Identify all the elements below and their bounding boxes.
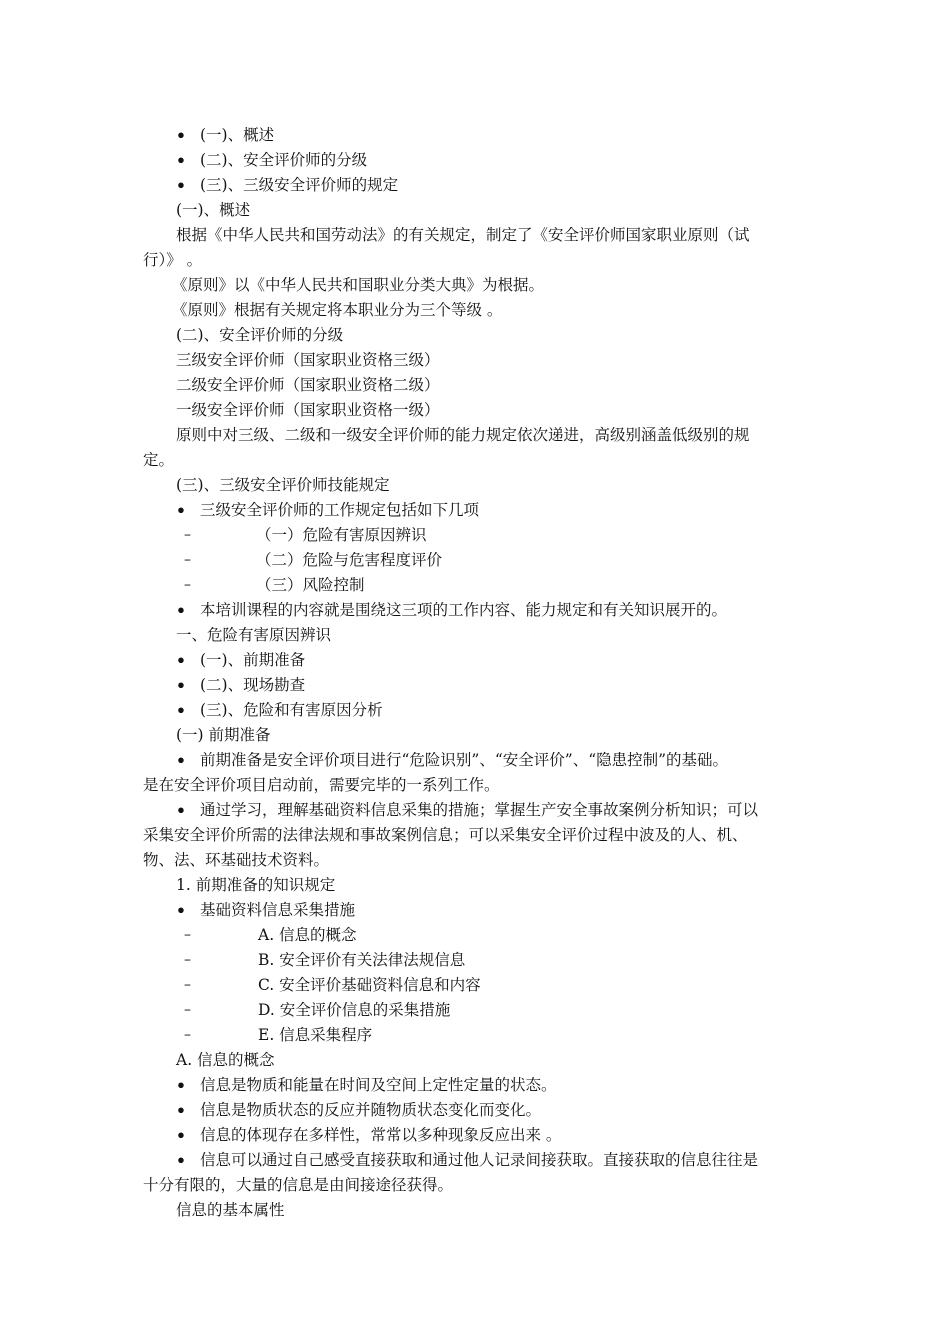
- paragraph-line: [0, 773, 950, 798]
- dash-text: （三）风险控制: [256, 576, 365, 594]
- bullet-item: [0, 748, 950, 773]
- section-heading: [0, 723, 950, 748]
- section-heading: [0, 198, 950, 223]
- bullet-text: (三)、危险和有害原因分析: [200, 701, 383, 719]
- paragraph-text: 一级安全评价师（国家职业资格一级）: [176, 401, 440, 419]
- paragraph-text: 二级安全评价师（国家职业资格二级）: [176, 376, 440, 394]
- dash-text: B. 安全评价有关法律法规信息: [258, 951, 466, 969]
- dash-text: E. 信息采集程序: [258, 1026, 373, 1044]
- chapter-heading: [0, 623, 950, 648]
- bullet-text: 信息的体现存在多样性，常常以多种现象反应出来 。: [200, 1126, 562, 1144]
- bullet-item: [0, 673, 950, 698]
- paragraph-line: [0, 423, 950, 448]
- dash-marker: –: [184, 952, 191, 968]
- bullet-item: [0, 798, 950, 823]
- bullet-marker: •: [176, 176, 186, 195]
- paragraph-line: [0, 248, 950, 273]
- bullet-item: [0, 1098, 950, 1123]
- bullet-item: [0, 698, 950, 723]
- bullet-item: [0, 598, 950, 623]
- dash-item: [0, 523, 950, 548]
- bullet-text: 本培训课程的内容就是围绕这三项的工作内容、能力规定和有关知识展开的。: [200, 601, 728, 619]
- section-heading-text: A. 信息的概念: [176, 1051, 275, 1069]
- bullet-marker: •: [176, 651, 186, 670]
- paragraph-line: [0, 1173, 950, 1198]
- bullet-marker: •: [176, 1076, 186, 1095]
- bullet-marker: •: [176, 1126, 186, 1145]
- paragraph-text: 《原则》根据有关规定将本职业分为三个等级 。: [172, 301, 503, 319]
- dash-item: [0, 948, 950, 973]
- dash-text: （二）危险与危害程度评价: [256, 551, 443, 569]
- paragraph-text: 根据《中华人民共和国劳动法》的有关规定，制定了《安全评价师国家职业原则（试: [176, 226, 750, 244]
- paragraph-line: [0, 348, 950, 373]
- paragraph-text: 定。: [143, 451, 175, 469]
- bullet-marker: •: [176, 676, 186, 695]
- paragraph-text: 是在安全评价项目启动前，需要完毕的一系列工作。: [143, 776, 500, 794]
- paragraph-text: 物、法、环基础技术资料。: [143, 851, 330, 869]
- section-heading: [0, 473, 950, 498]
- bullet-text: 信息是物质状态的反应并随物质状态变化而变化。: [200, 1101, 542, 1119]
- section-heading-text: (一) 前期准备: [176, 726, 271, 744]
- paragraph-text: 1. 前期准备的知识规定: [176, 876, 336, 894]
- dash-marker: –: [184, 527, 191, 543]
- bullet-text: (一)、前期准备: [200, 651, 306, 669]
- dash-item: [0, 548, 950, 573]
- bullet-text: 三级安全评价师的工作规定包括如下几项: [200, 501, 480, 519]
- bullet-text: 信息是物质和能量在时间及空间上定性定量的状态。: [200, 1076, 557, 1094]
- bullet-marker: •: [176, 751, 186, 770]
- paragraph-text: 十分有限的，大量的信息是由间接途径获得。: [143, 1176, 454, 1194]
- bullet-item: [0, 648, 950, 673]
- bullet-marker: •: [176, 1101, 186, 1120]
- paragraph-text: 采集安全评价所需的法律法规和事故案例信息；可以采集安全评价过程中波及的人、机、: [143, 826, 748, 844]
- dash-marker: –: [184, 552, 191, 568]
- paragraph-line: [0, 298, 950, 323]
- section-heading-text: (三)、三级安全评价师技能规定: [176, 476, 390, 494]
- dash-text: C. 安全评价基础资料信息和内容: [258, 976, 481, 994]
- bullet-marker: •: [176, 801, 186, 820]
- bullet-item: [0, 898, 950, 923]
- paragraph-line: [0, 448, 950, 473]
- bullet-marker: •: [176, 701, 186, 720]
- outline-text: (三)、三级安全评价师的规定: [200, 176, 399, 194]
- paragraph-line: [0, 823, 950, 848]
- paragraph-line: [0, 398, 950, 423]
- bullet-marker: •: [176, 901, 186, 920]
- dash-text: A. 信息的概念: [258, 926, 357, 944]
- dash-text: D. 安全评价信息的采集措施: [258, 1001, 451, 1019]
- section-heading: [0, 1048, 950, 1073]
- outline-item: [0, 173, 950, 198]
- outline-item: [0, 148, 950, 173]
- bullet-item: [0, 1148, 950, 1173]
- paragraph-text: 三级安全评价师（国家职业资格三级）: [176, 351, 440, 369]
- dash-marker: –: [184, 1027, 191, 1043]
- dash-item: [0, 1023, 950, 1048]
- bullet-text: 通过学习，理解基础资料信息采集的措施；掌握生产安全事故案例分析知识；可以: [200, 801, 759, 819]
- dash-item: [0, 973, 950, 998]
- bullet-text: 前期准备是安全评价项目进行“危险识别”、“安全评价”、“隐患控制”的基础。: [200, 751, 729, 769]
- bullet-text: 信息可以通过自己感受直接获取和通过他人记录间接获取。直接获取的信息往往是: [200, 1151, 759, 1169]
- outline-text: (一)、概述: [200, 126, 275, 144]
- outline-item: [0, 123, 950, 148]
- bullet-marker: •: [176, 501, 186, 520]
- paragraph-line: [0, 1198, 950, 1223]
- bullet-marker: •: [176, 601, 186, 620]
- paragraph-text: 《原则》以《中华人民共和国职业分类大典》为根据。: [172, 276, 545, 294]
- section-heading: [0, 323, 950, 348]
- bullet-text: 基础资料信息采集措施: [200, 901, 356, 919]
- chapter-heading-text: 一、危险有害原因辨识: [176, 626, 332, 644]
- paragraph-line: [0, 273, 950, 298]
- bullet-marker: •: [176, 1151, 186, 1170]
- paragraph-text: 原则中对三级、二级和一级安全评价师的能力规定依次递进，高级别涵盖低级别的规: [176, 426, 750, 444]
- dash-marker: –: [184, 927, 191, 943]
- bullet-item: [0, 1073, 950, 1098]
- section-heading-text: (一)、概述: [176, 201, 251, 219]
- bullet-text: (二)、现场勘查: [200, 676, 306, 694]
- dash-item: [0, 923, 950, 948]
- paragraph-text: 信息的基本属性: [176, 1201, 285, 1219]
- dash-item: [0, 573, 950, 598]
- paragraph-line: [0, 873, 950, 898]
- dash-marker: –: [184, 577, 191, 593]
- section-heading-text: (二)、安全评价师的分级: [176, 326, 344, 344]
- dash-marker: –: [184, 977, 191, 993]
- paragraph-text: 行）》 。: [143, 251, 203, 269]
- dash-text: （一）危险有害原因辨识: [256, 526, 427, 544]
- dash-item: [0, 998, 950, 1023]
- paragraph-line: [0, 223, 950, 248]
- paragraph-line: [0, 373, 950, 398]
- bullet-item: [0, 498, 950, 523]
- bullet-item: [0, 1123, 950, 1148]
- dash-marker: –: [184, 1002, 191, 1018]
- outline-text: (二)、安全评价师的分级: [200, 151, 368, 169]
- bullet-marker: •: [176, 126, 186, 145]
- bullet-marker: •: [176, 151, 186, 170]
- paragraph-line: [0, 848, 950, 873]
